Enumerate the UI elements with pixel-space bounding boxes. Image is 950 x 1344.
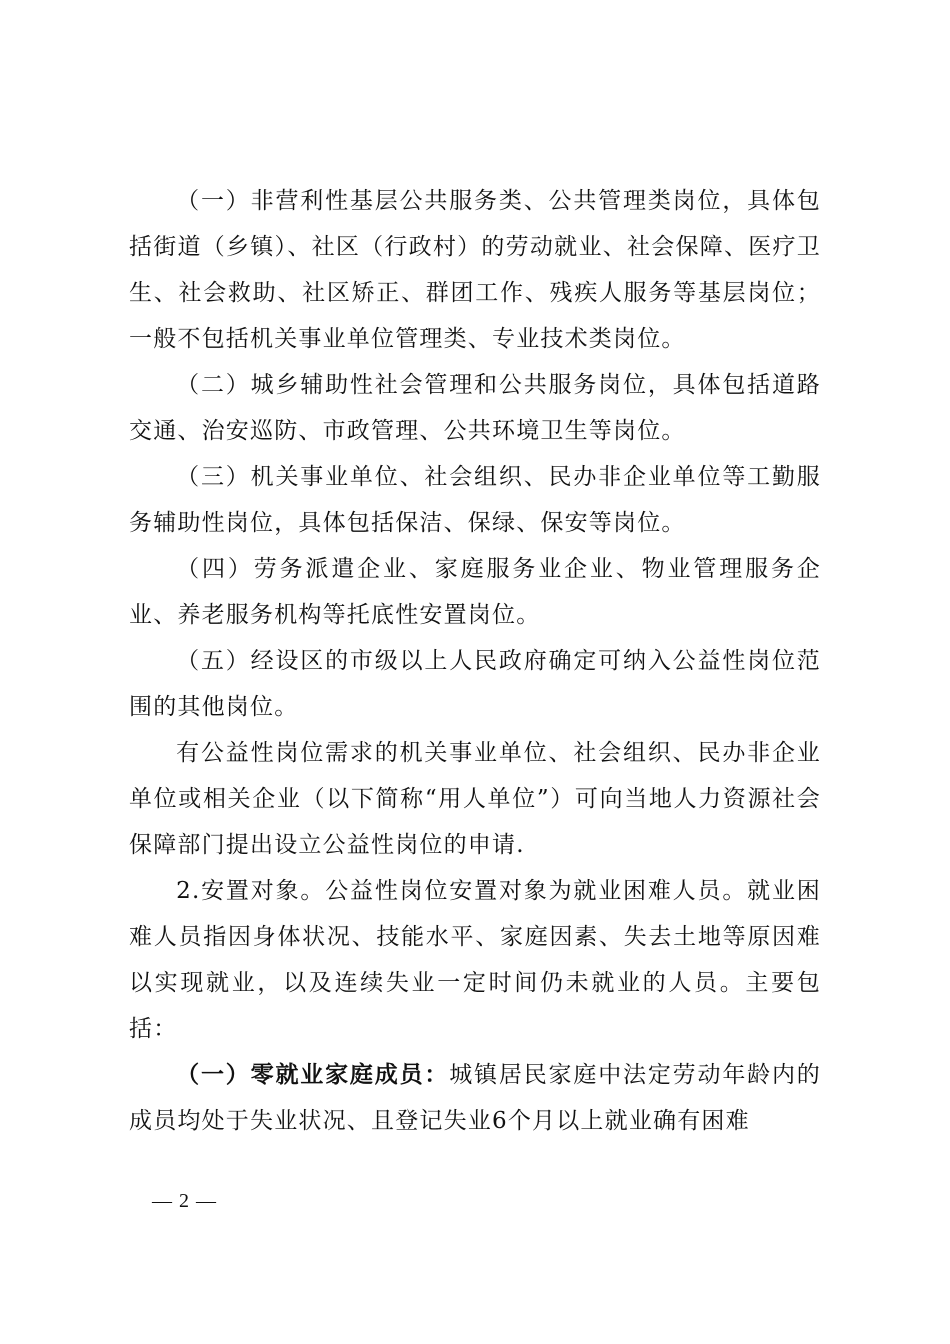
paragraph-rest: 城镇居民家庭中法定劳动年龄内的成员均处于失业状况、且登记失业6个月以上就业确有困难 xyxy=(129,1062,822,1134)
body-text xyxy=(129,178,821,1144)
paragraph-zero-employment-family xyxy=(129,1052,821,1144)
paragraph-category-5: （五）经设区的市级以上人民政府确定可纳入公益性岗位范围的其他岗位。 xyxy=(129,648,821,720)
paragraph-category-3: （三）机关事业单位、社会组织、民办非企业单位等工勤服务辅助性岗位，具体包括保洁、保绿、保安等岗位。 xyxy=(129,464,821,536)
paragraph-category-4: （四）劳务派遣企业、家庭服务业企业、物业管理服务企业、养老服务机构等托底性安置岗位。 xyxy=(129,556,821,628)
paragraph-lead: （一）零就业家庭成员： xyxy=(176,1061,450,1088)
paragraph-application: 有公益性岗位需求的机关事业单位、社会组织、民办非企业单位或相关企业（以下简称“用人单位”）可向当地人力资源社会保障部门提出设立公益性岗位的申请. xyxy=(129,740,821,858)
page-number: — 2 — xyxy=(152,1190,217,1212)
paragraph-placement-targets: 2.安置对象。公益性岗位安置对象为就业困难人员。就业困难人员指因身体状况、技能水平、家庭因素、失去土地等原因难以实现就业，以及连续失业一定时间仍未就业的人员。主要包括： xyxy=(129,878,821,1042)
paragraph-category-2: （二）城乡辅助性社会管理和公共服务岗位，具体包括道路交通、治安巡防、市政管理、公共环境卫生等岗位。 xyxy=(129,372,821,444)
paragraph-category-1: （一）非营利性基层公共服务类、公共管理类岗位，具体包括街道（乡镇）、社区（行政村）的劳动就业、社会保障、医疗卫生、社会救助、社区矫正、群团工作、残疾人服务等基层岗位；一般不包括机关事业单位管理类、专业技术类岗位。 xyxy=(129,188,821,352)
